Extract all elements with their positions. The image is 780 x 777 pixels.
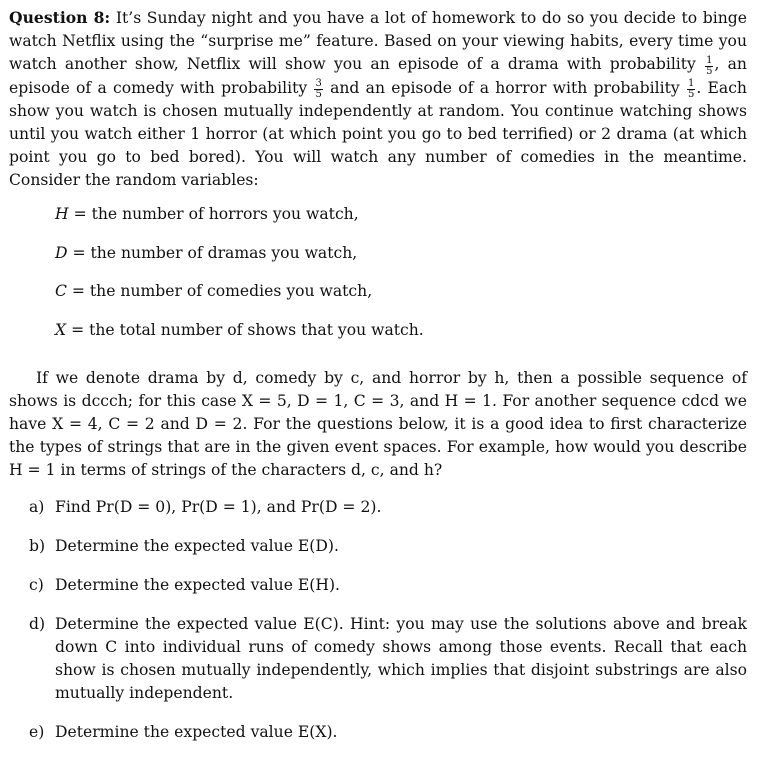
part-text: Determine the expected value E(D).	[55, 537, 339, 555]
comedy-probability	[314, 79, 322, 100]
part-label: c)	[29, 576, 44, 594]
drama-prob-num: 1	[706, 54, 713, 66]
definition-text: = the number of comedies you watch,	[66, 282, 373, 300]
intro-text-4: . Each show you watch is chosen mutually independently at random. You continue watching shows until you watch either 1 horror (at which point you go to bed terrified) or 2 drama (at which point you go to bed bored). You will watch any number of comedies in the meantime. Consider the random variables:	[9, 78, 747, 189]
part-text: Determine the expected value E(X).	[55, 723, 338, 741]
horror-probability	[687, 79, 695, 100]
intro-text-3: and an episode of a horror with probability	[323, 78, 680, 97]
question-intro	[9, 6, 747, 192]
definition-text: = the total number of shows that you watch.	[66, 320, 424, 339]
definition-row	[55, 280, 747, 319]
part-text: Find Pr(D = 0), Pr(D = 1), and Pr(D = 2).	[55, 498, 382, 516]
question-part	[29, 496, 747, 519]
question-label: Question 8:	[9, 8, 111, 27]
part-label: d)	[29, 615, 46, 633]
drama-probability	[705, 56, 713, 77]
part-label: b)	[29, 537, 46, 555]
part-label: e)	[29, 723, 45, 741]
question-part	[29, 721, 747, 744]
definition-variable: D	[55, 243, 68, 262]
horror-prob-num: 1	[687, 78, 695, 89]
definition-row	[55, 242, 747, 281]
comedy-prob-num: 3	[315, 78, 322, 89]
definition-row	[55, 319, 747, 358]
question-part	[29, 535, 747, 558]
definition-text: = the number of horrors you watch,	[68, 205, 359, 223]
definition-row	[55, 203, 747, 242]
intro-text-2: , an episode of a comedy with probability	[9, 55, 747, 97]
question-parts	[9, 496, 747, 744]
part-text: Determine the expected value E(H).	[55, 576, 341, 594]
intro-text-1: It’s Sunday night and you have a lot of homework to do so you decide to binge watch Netflix using the “surprise me” feature. Based on your viewing habits, every time you watch another show, Netflix will show you an episode of a drama with probability	[9, 9, 747, 73]
definition-variable: H	[55, 205, 69, 223]
definition-text: = the number of dramas you watch,	[67, 243, 358, 262]
part-text: Determine the expected value E(C). Hint: you may use the solutions above and break down C into individual runs of comedy shows among those events. Recall that each show is chosen mutually independently, which implies that disjoint substrings are also mutually independent.	[55, 615, 747, 702]
question-part	[29, 574, 747, 597]
comedy-prob-den: 5	[315, 89, 322, 100]
question-part	[29, 613, 747, 705]
part-label: a)	[29, 498, 45, 516]
drama-prob-den: 5	[706, 65, 713, 77]
horror-prob-den: 5	[687, 89, 695, 100]
variable-definitions	[55, 203, 747, 357]
definition-variable: C	[55, 282, 67, 300]
notation-paragraph: If we denote drama by d, comedy by c, and horror by h, then a possible sequence of shows is dccch; for this case X = 5, D = 1, C = 3, and H = 1. For another sequence cdcd we have X = 4, C = 2 and D = 2. For the questions below, it is a good idea to first characterize the types of strings that are in the given event spaces. For example, how would you describe H = 1 in terms of strings of the characters d, c, and h?	[9, 369, 747, 479]
definition-variable: X	[55, 320, 67, 339]
